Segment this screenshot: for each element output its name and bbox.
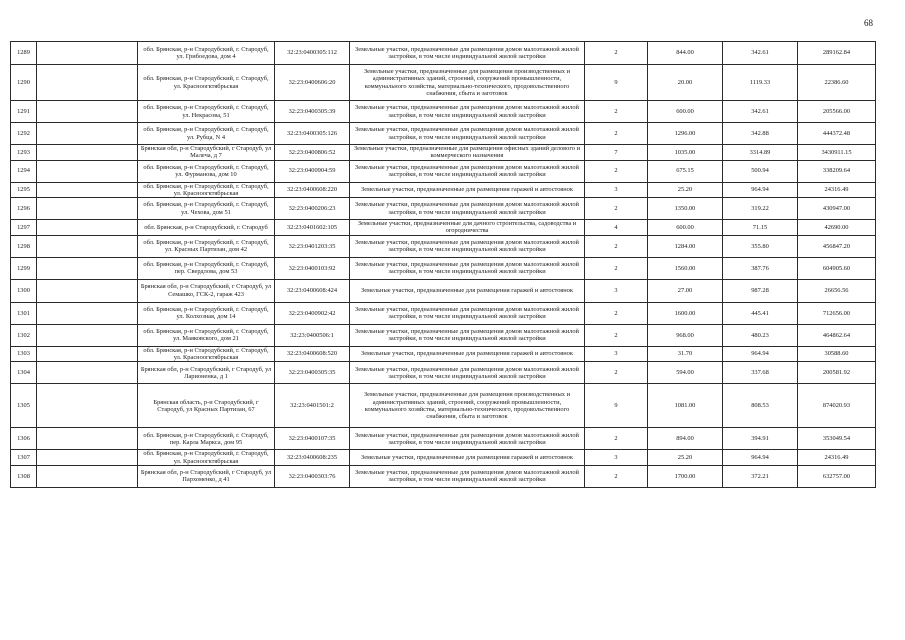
table-row [11,302,876,324]
land-use-cell: Земельные участки, предназначенные для размещения домов малоэтажной жилой застройки, в том числе индивидуальной жилой застройки [350,101,585,123]
area-cell: 1081.00 [648,384,723,428]
cadastral-number-cell: 32:23:0400608:235 [275,450,350,466]
area-cell: 1284.00 [648,235,723,257]
area-cell: 25.20 [648,450,723,466]
land-use-group-cell: 4 [585,220,648,236]
cadastral-number-cell: 32:23:0400608:520 [275,346,350,362]
area-cell: 894.00 [648,428,723,450]
land-use-cell: Земельные участки, предназначенные для размещения домов малоэтажной жилой застройки, в том числе индивидуальной жилой застройки [350,235,585,257]
table-row [11,279,876,302]
row-number: 1289 [11,42,37,65]
specific-value-cell: 394.91 [723,428,798,450]
specific-value-cell: 500.94 [723,160,798,182]
cadastral-value-cell: 30588.60 [798,346,876,362]
area-cell: 25.20 [648,182,723,198]
cadastral-value-cell: 24316.49 [798,182,876,198]
area-cell: 594.00 [648,362,723,384]
table-row [11,198,876,220]
land-use-cell: Земельные участки, предназначенные для размещения домов малоэтажной жилой застройки, в том числе индивидуальной жилой застройки [350,465,585,487]
land-use-group-cell: 2 [585,198,648,220]
row-number: 1305 [11,384,37,428]
land-use-group-cell: 2 [585,428,648,450]
address-cell: обл. Брянская, р-н Стародубский, г. Стародуб, ул. Красноогктябрьская [138,65,275,101]
area-cell: 31.70 [648,346,723,362]
row-number: 1299 [11,257,37,279]
area-cell: 1035.00 [648,145,723,161]
land-use-group-cell: 3 [585,450,648,466]
address-cell: обл. Брянская, р-н Стародубский, г. Стародуб [138,220,275,236]
row-number: 1306 [11,428,37,450]
specific-value-cell: 480.23 [723,324,798,346]
specific-value-cell: 71.15 [723,220,798,236]
address-cell: обл. Брянская, р-н Стародубский, г. Стародуб, ул. Рубца, N 4 [138,123,275,145]
cadastral-number-cell: 32:23:0400608:424 [275,279,350,302]
row-number: 1304 [11,362,37,384]
specific-value-cell: 964.94 [723,182,798,198]
area-cell: 1560.00 [648,257,723,279]
cadastral-number-cell: 32:23:0401203:35 [275,235,350,257]
specific-value-cell: 964.94 [723,450,798,466]
land-use-group-cell: 9 [585,65,648,101]
area-cell: 968.00 [648,324,723,346]
specific-value-cell: 964.94 [723,346,798,362]
land-use-group-cell: 2 [585,235,648,257]
row-number: 1296 [11,198,37,220]
specific-value-cell: 387.76 [723,257,798,279]
cadastral-number-cell: 32:23:0401602:105 [275,220,350,236]
address-cell: обл. Брянская, р-н Стародубский, г. Стародуб, ул. Маяковского, дом 21 [138,324,275,346]
cadastral-value-cell: 353049.54 [798,428,876,450]
row-number: 1307 [11,450,37,466]
area-cell: 1700.00 [648,465,723,487]
land-use-cell: Земельные участки, предназначенные для размещения гаражей и автостоянок [350,346,585,362]
table-row [11,428,876,450]
specific-value-cell: 342.88 [723,123,798,145]
specific-value-cell: 355.80 [723,235,798,257]
blank-cell [37,302,138,324]
table-row [11,160,876,182]
land-use-group-cell: 2 [585,257,648,279]
blank-cell [37,182,138,198]
area-cell: 1350.00 [648,198,723,220]
row-number: 1294 [11,160,37,182]
land-use-cell: Земельные участки, предназначенные для размещения домов малоэтажной жилой застройки, в том числе индивидуальной жилой застройки [350,257,585,279]
row-number: 1292 [11,123,37,145]
table-row [11,450,876,466]
area-cell: 600.00 [648,101,723,123]
land-use-cell: Земельные участки, предназначенные для размещения домов малоэтажной жилой застройки, в том числе индивидуальной жилой застройки [350,42,585,65]
cadastral-number-cell: 32:23:0400506:1 [275,324,350,346]
cadastral-value-cell: 205566.00 [798,101,876,123]
cadastral-value-cell: 444372.48 [798,123,876,145]
land-use-cell: Земельные участки, предназначенные для размещения гаражей и автостоянок [350,279,585,302]
row-number: 1293 [11,145,37,161]
row-number: 1303 [11,346,37,362]
table-row [11,346,876,362]
blank-cell [37,42,138,65]
land-use-group-cell: 2 [585,302,648,324]
land-use-group-cell: 2 [585,123,648,145]
table-row [11,65,876,101]
table-row [11,324,876,346]
specific-value-cell: 342.61 [723,42,798,65]
cadastral-value-cell: 874020.93 [798,384,876,428]
area-cell: 600.00 [648,220,723,236]
blank-cell [37,428,138,450]
row-number: 1298 [11,235,37,257]
blank-cell [37,235,138,257]
table-row [11,42,876,65]
blank-cell [37,198,138,220]
cadastral-number-cell: 32:23:0400806:52 [275,145,350,161]
blank-cell [37,362,138,384]
land-use-cell: Земельные участки, предназначенные для размещения гаражей и автостоянок [350,182,585,198]
address-cell: обл. Брянская, р-н Стародубский, г. Стародуб, ул. Красноогктябрьская [138,182,275,198]
land-use-cell: Земельные участки, предназначенные для размещения производственных и административных зданий, строений, сооружений промышленности, коммунального хозяйства, материально-технического, продовольственного снабжения, сбыта и заготовок [350,384,585,428]
row-number: 1300 [11,279,37,302]
page-number: 68 [864,18,873,28]
cadastral-number-cell: 32:23:0400305:39 [275,101,350,123]
cadastral-value-cell: 632757.00 [798,465,876,487]
cadastral-number-cell: 32:23:0400206:23 [275,198,350,220]
cadastral-number-cell: 32:23:0401501:2 [275,384,350,428]
land-use-cell: Земельные участки, предназначенные для размещения домов малоэтажной жилой застройки, в том числе индивидуальной жилой застройки [350,198,585,220]
land-use-cell: Земельные участки, предназначенные для размещения домов малоэтажной жилой застройки, в том числе индивидуальной жилой застройки [350,123,585,145]
blank-cell [37,384,138,428]
address-cell: обл. Брянская, р-н Стародубский, г. Стародуб, ул. Грибоедова, дом 4 [138,42,275,65]
address-cell: Брянская обл, р-н Стародубский, г Стародуб, ул Семашко, ГСК-2, гараж 423 [138,279,275,302]
table-row [11,465,876,487]
land-use-cell: Земельные участки, предназначенные для размещения гаражей и автостоянок [350,450,585,466]
blank-cell [37,324,138,346]
table-row [11,384,876,428]
cadastral-number-cell: 32:23:0400305:112 [275,42,350,65]
address-cell: Брянская область, р-н Стародубский, г Стародуб, ул Красных Партизан, 67 [138,384,275,428]
table-row [11,182,876,198]
land-plots-table [10,41,876,488]
land-use-group-cell: 2 [585,362,648,384]
land-use-group-cell: 7 [585,145,648,161]
row-number: 1301 [11,302,37,324]
table-body [11,42,876,488]
specific-value-cell: 319.22 [723,198,798,220]
address-cell: обл. Брянская, р-н Стародубский, г. Стародуб, ул. Некрасова, 51 [138,101,275,123]
land-use-cell: Земельные участки, предназначенные для размещения домов малоэтажной жилой застройки, в том числе индивидуальной жилой застройки [350,324,585,346]
cadastral-number-cell: 32:23:0400904:59 [275,160,350,182]
blank-cell [37,279,138,302]
land-use-cell: Земельные участки, предназначенные для размещения домов малоэтажной жилой застройки, в том числе индивидуальной жилой застройки [350,160,585,182]
cadastral-number-cell: 32:23:0400107:35 [275,428,350,450]
cadastral-value-cell: 200581.92 [798,362,876,384]
specific-value-cell: 445.41 [723,302,798,324]
row-number: 1302 [11,324,37,346]
land-use-group-cell: 3 [585,182,648,198]
cadastral-number-cell: 32:23:0400305:35 [275,362,350,384]
address-cell: Брянская обл, р-н Стародубский, г Стародуб, ул Малеча, д 7 [138,145,275,161]
blank-cell [37,346,138,362]
land-use-group-cell: 2 [585,324,648,346]
cadastral-number-cell: 32:23:0400902:42 [275,302,350,324]
table-row [11,101,876,123]
blank-cell [37,123,138,145]
specific-value-cell: 372.21 [723,465,798,487]
land-use-group-cell: 2 [585,42,648,65]
land-use-cell: Земельные участки, предназначенные для размещения производственных и административных зданий, строений, сооружений промышленности, коммунального хозяйства, материально-технического, продовольственного снабжения, сбыта и заготовок [350,65,585,101]
land-use-group-cell: 3 [585,346,648,362]
blank-cell [37,220,138,236]
specific-value-cell: 3314.89 [723,145,798,161]
cadastral-number-cell: 32:23:0400303:76 [275,465,350,487]
cadastral-value-cell: 604905.60 [798,257,876,279]
specific-value-cell: 808.53 [723,384,798,428]
cadastral-number-cell: 32:23:0400103:92 [275,257,350,279]
row-number: 1290 [11,65,37,101]
table-row [11,220,876,236]
area-cell: 20.00 [648,65,723,101]
land-use-cell: Земельные участки, предназначенные для размещения домов малоэтажной жилой застройки, в том числе индивидуальной жилой застройки [350,302,585,324]
area-cell: 844.00 [648,42,723,65]
cadastral-value-cell: 456847.20 [798,235,876,257]
land-use-group-cell: 9 [585,384,648,428]
blank-cell [37,257,138,279]
blank-cell [37,101,138,123]
land-use-group-cell: 2 [585,465,648,487]
table-row [11,235,876,257]
table-row [11,123,876,145]
area-cell: 27.00 [648,279,723,302]
address-cell: обл. Брянская, р-н Стародубский, г. Стародуб, ул. Колхозная, дом 14 [138,302,275,324]
table-row [11,257,876,279]
cadastral-value-cell: 430947.00 [798,198,876,220]
row-number: 1308 [11,465,37,487]
address-cell: обл. Брянская, р-н Стародубский, г. Стародуб, ул. Красноогктябрьская [138,346,275,362]
area-cell: 1296.00 [648,123,723,145]
cadastral-value-cell: 338209.64 [798,160,876,182]
specific-value-cell: 337.68 [723,362,798,384]
row-number: 1295 [11,182,37,198]
cadastral-value-cell: 464862.64 [798,324,876,346]
address-cell: Брянская обл, р-н Стародубский, г Стародуб, ул Ларионенка, д 1 [138,362,275,384]
cadastral-value-cell: 42690.00 [798,220,876,236]
land-use-group-cell: 2 [585,101,648,123]
land-use-cell: Земельные участки, предназначенные для размещения домов малоэтажной жилой застройки, в том числе индивидуальной жилой застройки [350,428,585,450]
cadastral-number-cell: 32:23:0400608:220 [275,182,350,198]
land-use-cell: Земельные участки, предназначенные для дачного строительства, садоводства и огородничества [350,220,585,236]
cadastral-value-cell: 26656.56 [798,279,876,302]
table-row [11,145,876,161]
row-number: 1291 [11,101,37,123]
land-use-cell: Земельные участки, предназначенные для размещения домов малоэтажной жилой застройки, в том числе индивидуальной жилой застройки [350,362,585,384]
row-number: 1297 [11,220,37,236]
address-cell: обл. Брянская, р-н Стародубский, г. Стародуб, ул. Чехова, дом 51 [138,198,275,220]
address-cell: обл. Брянская, р-н Стародубский, г. Стародуб, пер. Карла Маркса, дом 95 [138,428,275,450]
blank-cell [37,145,138,161]
address-cell: обл. Брянская, р-н Стародубский, г. Стародуб, ул. Красных Партизан, дом 42 [138,235,275,257]
blank-cell [37,160,138,182]
address-cell: обл. Брянская, р-н Стародубский, г. Стародуб, ул. Красноогктябрьская [138,450,275,466]
address-cell: обл. Брянская, р-н Стародубский, г. Стародуб, ул. Фурманова, дом 10 [138,160,275,182]
blank-cell [37,450,138,466]
cadastral-value-cell: 289162.84 [798,42,876,65]
blank-cell [37,465,138,487]
blank-cell [37,65,138,101]
cadastral-value-cell: 712656.00 [798,302,876,324]
cadastral-number-cell: 32:23:0400305:126 [275,123,350,145]
cadastral-number-cell: 32:23:0400606:20 [275,65,350,101]
cadastral-value-cell: 3430911.15 [798,145,876,161]
cadastral-value-cell: 24316.49 [798,450,876,466]
address-cell: Брянская обл, р-н Стародубский, г Стародуб, ул Пархоменко, д 41 [138,465,275,487]
table-row [11,362,876,384]
land-use-cell: Земельные участки, предназначенные для размещения офисных зданий делового и коммерческого назначения [350,145,585,161]
specific-value-cell: 342.61 [723,101,798,123]
specific-value-cell: 987.28 [723,279,798,302]
land-use-group-cell: 2 [585,160,648,182]
land-use-group-cell: 3 [585,279,648,302]
area-cell: 1600.00 [648,302,723,324]
area-cell: 675.15 [648,160,723,182]
specific-value-cell: 1119.33 [723,65,798,101]
address-cell: обл. Брянская, р-н Стародубский, г. Стародуб, пер. Свердлова, дом 53 [138,257,275,279]
cadastral-value-cell: 22386.60 [798,65,876,101]
